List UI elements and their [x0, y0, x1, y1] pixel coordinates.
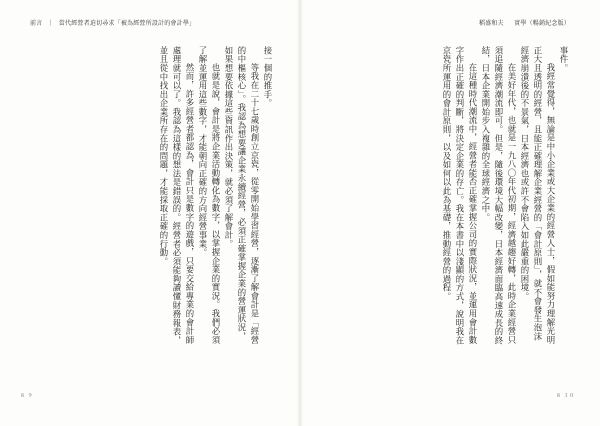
right-body-text [330, 46, 570, 346]
paragraph: 在美好年代，也就是一九八〇年代初期，經濟越趨好轉，此時企業經營只須追隨經濟潮流即可。但是，隨後環境大幅改變，日本經濟面臨高速成長的終結，日本企業開始步入複雜的全球經濟之中。 [481, 46, 517, 345]
author-name: 稻盛和夫 [478, 20, 504, 27]
paragraph: 在這種時代潮流中，經營者能否正確掌握公司的實際狀況，並運用會計數字作出正確的判斷，將決定企業的存亡。我在本書中以淺顯的方式，說明我在京瓷所運用的會計原則，以及如何以此為基礎，推動經營的過程。 [442, 46, 478, 345]
book-title: 實學（暢銷紀念版） [514, 20, 570, 27]
paragraph: 也就是說，會計是將企業活動轉化為數字，以掌握企業的實況。我們必須了解並運用這些數字，才能朝向正確的方向經營事業。 [198, 46, 221, 345]
left-body-text [34, 46, 274, 346]
section-label: 前言 [30, 20, 43, 27]
paragraph: 等我在二十七歲時創立京瓷，從零開始學習經營，逐漸了解會計是「經營的中樞核心」。我認為想要讓企業永續經營，必須正確掌握企業的營運狀況，如果想要依據這些資訊作出決策，就必須了解會計。 [224, 46, 260, 345]
paragraph: 然而，許多經營者都認為，會計只是數字的遊戲，只要交給專業的會計師處理就可以了。我認為這樣的想法是錯誤的。經營者必須能夠讀懂財務報表，並且從中找出企業所存在的問題，才能採取正確的行動。 [159, 46, 195, 345]
right-running-header [479, 18, 570, 27]
paragraph: 事件。 [559, 46, 569, 73]
right-page-number: ８ １０ [556, 393, 575, 399]
chapter-title: 當代經營者迫切尋求「被為經營所設計的會計學」 [58, 20, 196, 27]
left-page-number: ８ ９ [20, 393, 34, 399]
paragraph: 接一個的推手。 [263, 46, 273, 108]
paragraph: 我經常覺得，無論是中小企業或大企業的經營人士，假如能努力理解光明正大且透明的經營，且能正確理解企業經營的「會計原則」，就不會發生泡沫經濟崩潰後的不景氣，日本經濟也或許不會陷入如此嚴重的困境。 [520, 46, 556, 345]
left-running-header: 前言 ｜ 當代經營者迫切尋求「被為經營所設計的會計學」 [30, 20, 196, 27]
